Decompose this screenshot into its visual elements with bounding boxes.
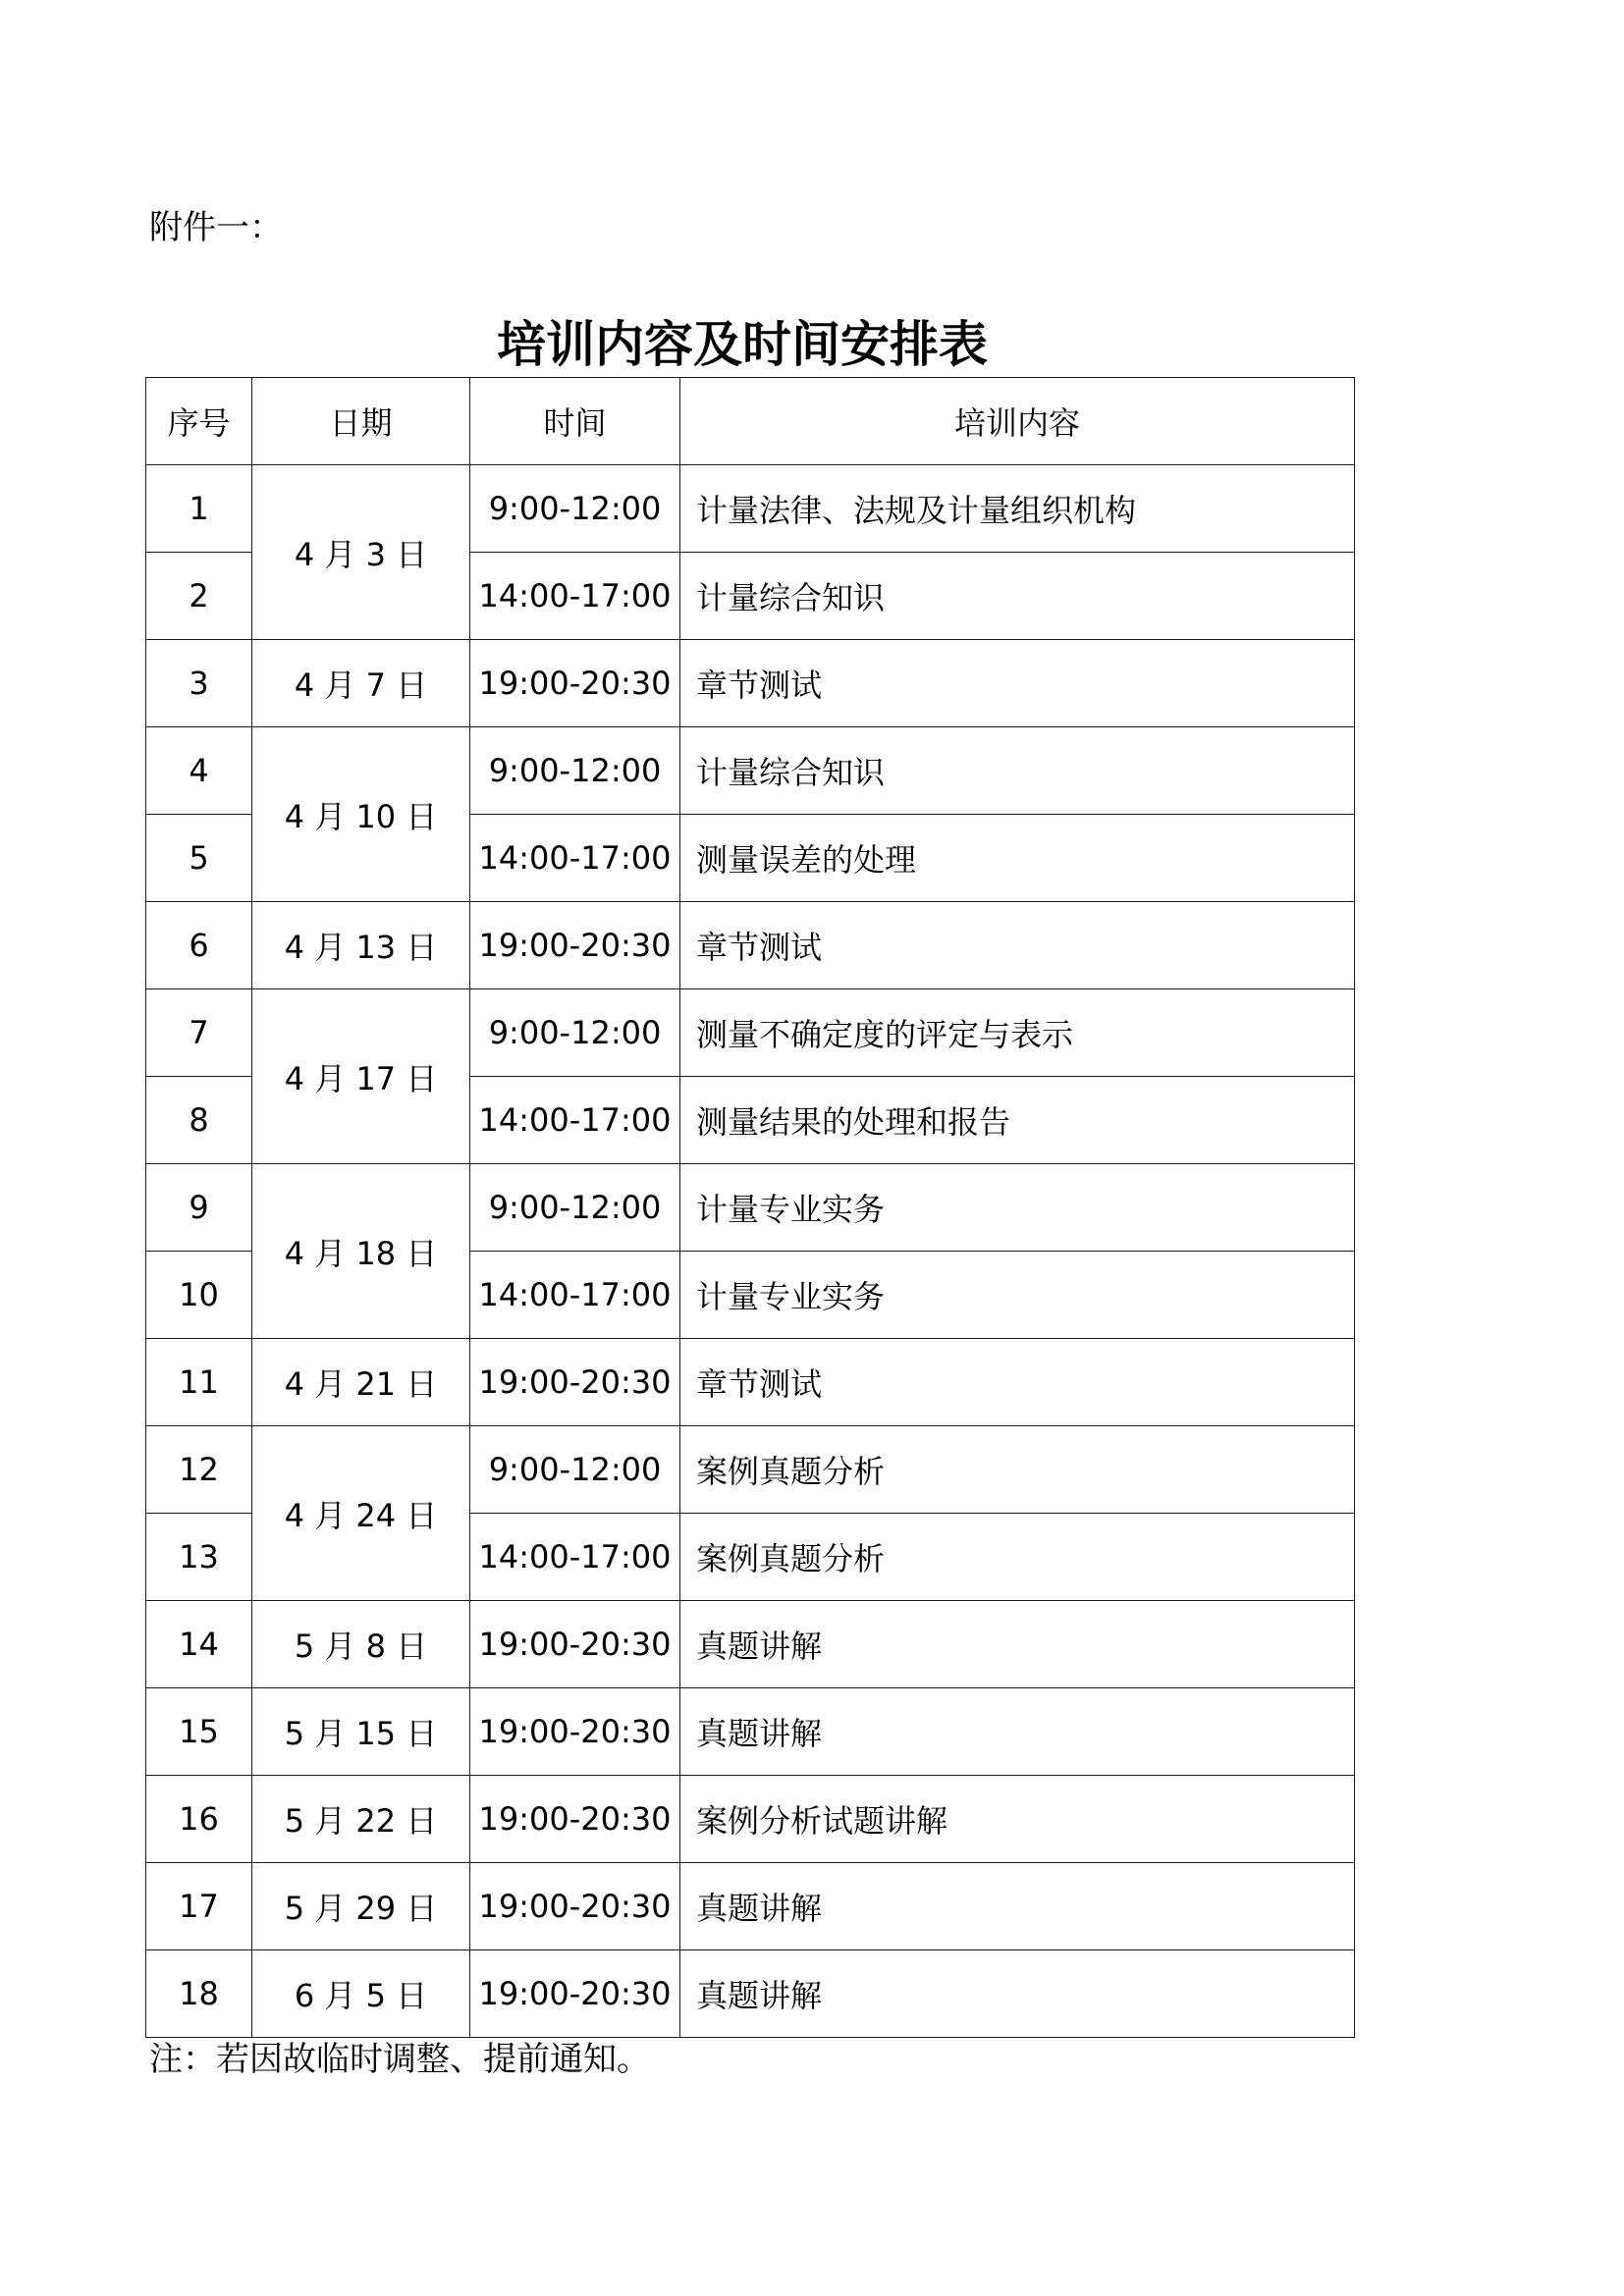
table-row [146,1601,1355,1688]
cell-date: 5 月 22 日 [252,1776,470,1863]
cell-content: 测量误差的处理 [680,815,1355,902]
cell-content: 案例真题分析 [680,1426,1355,1514]
cell-seq: 17 [146,1863,252,1950]
cell-time: 19:00-20:30 [470,640,680,727]
cell-seq: 10 [146,1252,252,1339]
cell-date: 4 月 3 日 [252,465,470,640]
cell-content: 计量专业实务 [680,1252,1355,1339]
cell-time: 14:00-17:00 [470,1252,680,1339]
cell-seq: 5 [146,815,252,902]
page-title: 培训内容及时间安排表 [497,315,988,373]
header-date: 日期 [252,378,470,465]
cell-content: 真题讲解 [680,1688,1355,1776]
cell-time: 9:00-12:00 [470,727,680,815]
cell-seq: 2 [146,553,252,640]
cell-time: 19:00-20:30 [470,1601,680,1688]
cell-seq: 4 [146,727,252,815]
cell-date: 5 月 29 日 [252,1863,470,1950]
cell-seq: 11 [146,1339,252,1426]
cell-content: 测量不确定度的评定与表示 [680,989,1355,1077]
cell-seq: 1 [146,465,252,553]
attachment-label: 附件一： [149,208,283,247]
table-header-row [146,378,1355,465]
cell-date: 6 月 5 日 [252,1950,470,2038]
cell-seq: 14 [146,1601,252,1688]
cell-time: 19:00-20:30 [470,902,680,989]
cell-time: 9:00-12:00 [470,989,680,1077]
header-seq: 序号 [146,378,252,465]
table-row [146,727,1355,815]
table-row [146,1164,1355,1252]
cell-time: 9:00-12:00 [470,1426,680,1514]
cell-date: 5 月 15 日 [252,1688,470,1776]
cell-time: 19:00-20:30 [470,1688,680,1776]
cell-content: 计量综合知识 [680,553,1355,640]
header-time: 时间 [470,378,680,465]
cell-content: 测量结果的处理和报告 [680,1077,1355,1164]
cell-seq: 9 [146,1164,252,1252]
cell-date: 5 月 8 日 [252,1601,470,1688]
cell-seq: 6 [146,902,252,989]
cell-seq: 15 [146,1688,252,1776]
table-row [146,1426,1355,1514]
header-content: 培训内容 [680,378,1355,465]
table-row [146,640,1355,727]
cell-time: 9:00-12:00 [470,1164,680,1252]
cell-date: 4 月 10 日 [252,727,470,902]
cell-content: 章节测试 [680,902,1355,989]
table-body [146,465,1355,2038]
footnote: 注：若因故临时调整、提前通知。 [149,2040,650,2079]
cell-time: 14:00-17:00 [470,553,680,640]
cell-content: 章节测试 [680,1339,1355,1426]
cell-time: 19:00-20:30 [470,1339,680,1426]
table-row [146,1863,1355,1950]
cell-seq: 16 [146,1776,252,1863]
cell-time: 9:00-12:00 [470,465,680,553]
cell-content: 真题讲解 [680,1863,1355,1950]
table-row [146,1950,1355,2038]
cell-time: 14:00-17:00 [470,1514,680,1601]
cell-seq: 12 [146,1426,252,1514]
cell-seq: 13 [146,1514,252,1601]
cell-date: 4 月 21 日 [252,1339,470,1426]
cell-date: 4 月 7 日 [252,640,470,727]
table-row [146,1688,1355,1776]
cell-time: 14:00-17:00 [470,1077,680,1164]
cell-content: 计量综合知识 [680,727,1355,815]
table-row [146,1339,1355,1426]
cell-time: 19:00-20:30 [470,1863,680,1950]
cell-date: 4 月 13 日 [252,902,470,989]
table-row [146,989,1355,1077]
cell-content: 真题讲解 [680,1601,1355,1688]
cell-seq: 3 [146,640,252,727]
cell-content: 案例分析试题讲解 [680,1776,1355,1863]
cell-content: 真题讲解 [680,1950,1355,2038]
cell-seq: 18 [146,1950,252,2038]
table-row [146,465,1355,553]
schedule-table [145,377,1355,2038]
cell-date: 4 月 24 日 [252,1426,470,1601]
cell-content: 案例真题分析 [680,1514,1355,1601]
table-row [146,902,1355,989]
cell-date: 4 月 17 日 [252,989,470,1164]
cell-content: 计量法律、法规及计量组织机构 [680,465,1355,553]
cell-seq: 7 [146,989,252,1077]
cell-time: 14:00-17:00 [470,815,680,902]
table-row [146,1776,1355,1863]
cell-seq: 8 [146,1077,252,1164]
cell-content: 章节测试 [680,640,1355,727]
cell-time: 19:00-20:30 [470,1776,680,1863]
cell-date: 4 月 18 日 [252,1164,470,1339]
cell-time: 19:00-20:30 [470,1950,680,2038]
cell-content: 计量专业实务 [680,1164,1355,1252]
